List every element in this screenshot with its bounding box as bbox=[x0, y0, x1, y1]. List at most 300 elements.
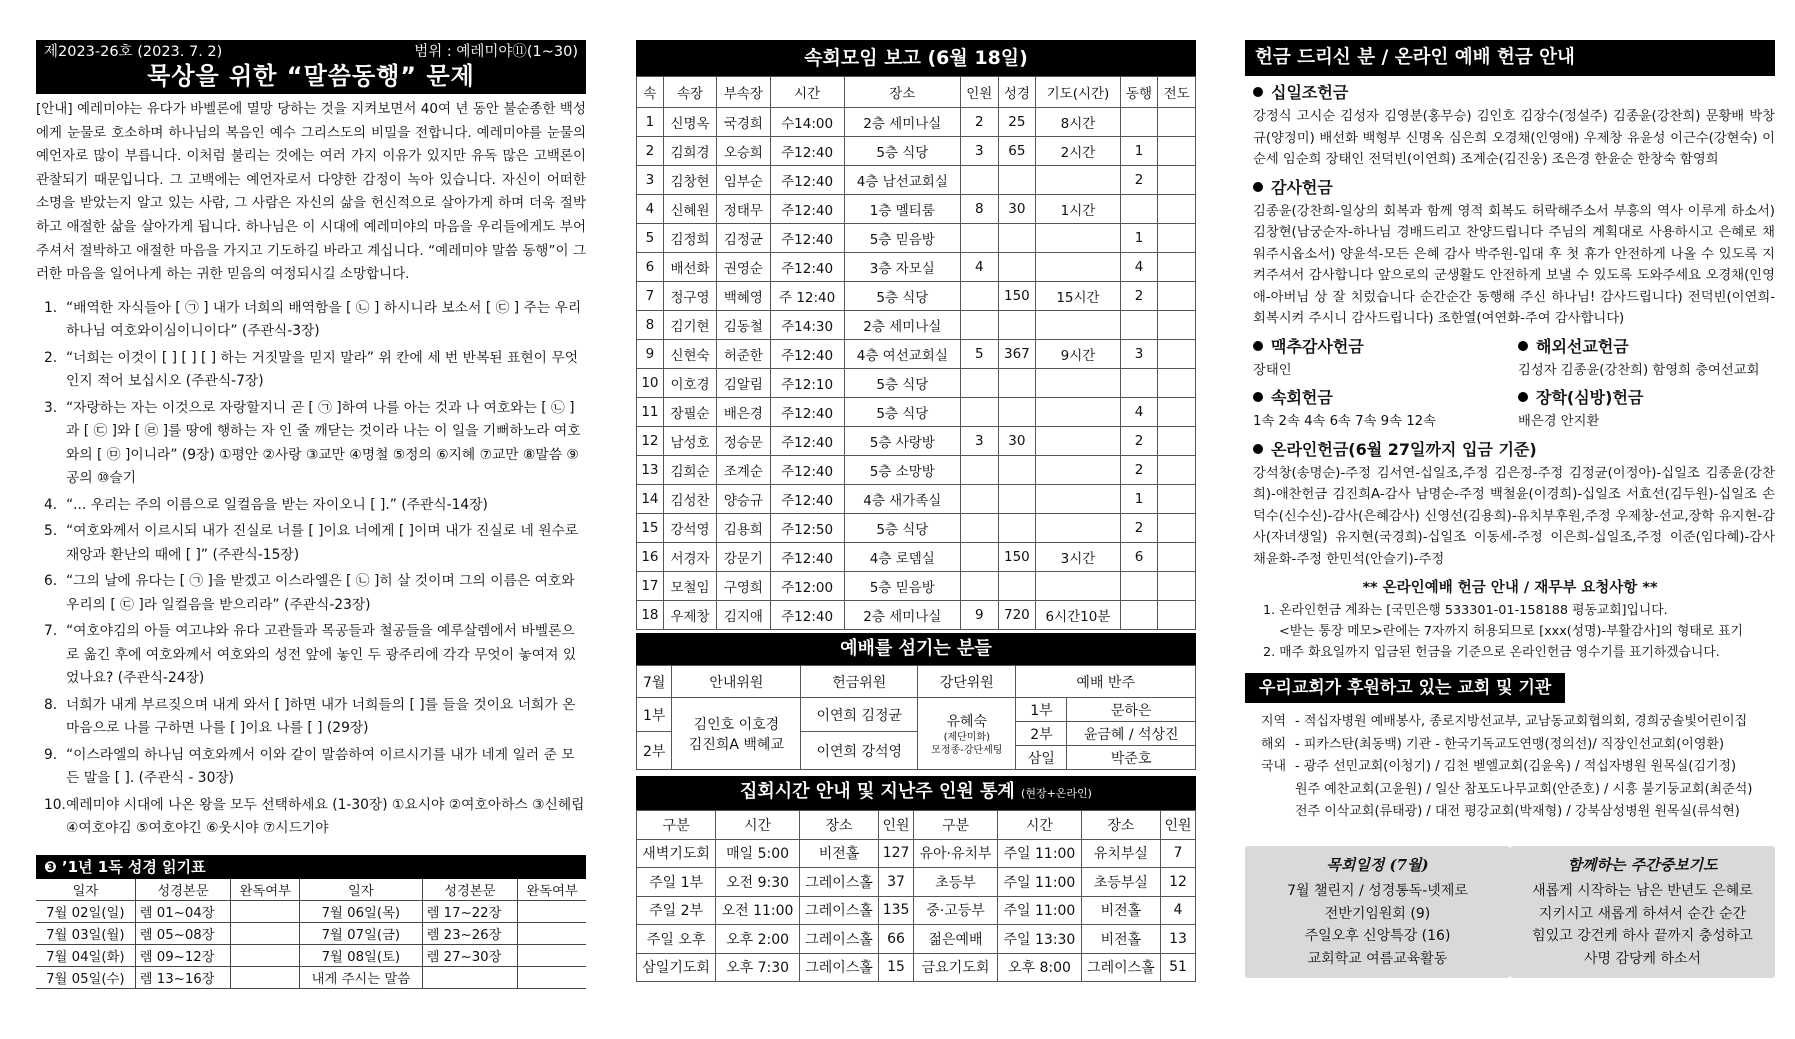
support-row bbox=[1261, 756, 1775, 779]
support-text: 전주 이삭교회(류태광) / 대전 평강교회(박재형) / 강북삼성병원 원목실(류석현) bbox=[1295, 804, 1740, 819]
meeting-cell: 김동철 bbox=[717, 311, 770, 340]
stats-header-cell: 시간 bbox=[716, 811, 800, 840]
meeting-cell bbox=[1120, 311, 1158, 340]
bullet-icon bbox=[1253, 182, 1263, 192]
meeting-cell: 15 bbox=[637, 514, 664, 543]
issue-number: 제2023-26호 (2023. 7. 2) bbox=[44, 44, 223, 60]
reading-cell: 7월 08일(토) bbox=[300, 944, 422, 966]
reading-header-cell: 성경본문 bbox=[135, 879, 231, 901]
reading-cell: 7월 03일(월) bbox=[36, 922, 135, 944]
meeting-cell: 3 bbox=[960, 137, 998, 166]
reading-cell: 렘 09~12장 bbox=[135, 944, 231, 966]
meeting-cell: 720 bbox=[998, 601, 1036, 630]
notice-1b: <받는 통장 메모>란에는 7자까지 허용되므로 [xxx(성명)-부활감사]의 형태로 표기 bbox=[1279, 624, 1743, 639]
meeting-cell: 주12:10 bbox=[770, 369, 844, 398]
music-name-3: 박준호 bbox=[1067, 746, 1196, 770]
meeting-cell bbox=[998, 311, 1036, 340]
meditation-column bbox=[36, 40, 586, 989]
meeting-cell: 2 bbox=[960, 108, 998, 137]
meeting-cell: 주14:30 bbox=[770, 311, 844, 340]
scholar-title: 장학(심방)헌금 bbox=[1536, 388, 1644, 407]
support-text: 원주 예찬교회(고윤원) / 일산 참포도나무교회(안준호) / 시흥 불기둥교회(최준석) bbox=[1295, 781, 1753, 797]
stats-header-cell: 인원 bbox=[879, 811, 914, 840]
meeting-cell: 조계순 bbox=[717, 456, 770, 485]
bullet-icon bbox=[1253, 341, 1263, 351]
reading-plan-title: ❸ ’1년 1독 성경 읽기표 bbox=[36, 855, 586, 879]
meeting-cell: 5층 식당 bbox=[844, 282, 960, 311]
meeting-cell bbox=[1158, 137, 1196, 166]
meeting-cell: 주12:40 bbox=[770, 543, 844, 572]
question-item bbox=[36, 794, 586, 841]
meeting-row bbox=[637, 601, 1196, 630]
meeting-cell: 2 bbox=[1120, 456, 1158, 485]
servers-offering-header: 헌금위원 bbox=[801, 666, 918, 698]
stats-cell: 주일 13:30 bbox=[998, 925, 1082, 954]
question-text: “배역한 자식들아 [ ㉠ ] 내가 너희의 배역함을 [ ㉡ ] 하시니라 보소서 [ ㉢ ] 주는 우리 하나님 여호와이심이니이다” (주관식-3장) bbox=[66, 299, 582, 340]
stats-cell: 127 bbox=[879, 839, 914, 868]
question-text: 예레미야 시대에 나온 왕을 모두 선택하세요 (1-30장) ①요시야 ②여호아하스 ③신헤립 ④여호야김 ⑤여호야긴 ⑥웃시야 ⑦시드기야 bbox=[66, 796, 585, 837]
question-number: 7. bbox=[44, 623, 58, 640]
altar-sub1: (제단미화) bbox=[943, 731, 991, 743]
stats-cell: 그레이스홀 bbox=[799, 953, 878, 982]
support-row bbox=[1261, 734, 1775, 757]
stats-cell: 중·고등부 bbox=[914, 896, 998, 925]
reading-cell: 렘 17~22장 bbox=[422, 900, 518, 922]
usher-names bbox=[672, 698, 801, 770]
question-text: “여호야김의 아들 여고냐와 유다 고관들과 목공들과 철공들을 예루살렘에서 바벨론으로 옮긴 후에 여호와께서 여호와의 성전 앞에 놓인 두 광주리에 각각 무엇이 놓여져 있었나요? (주관식-24장) bbox=[66, 623, 577, 687]
stats-row bbox=[637, 953, 1196, 982]
meeting-cell bbox=[960, 224, 998, 253]
meeting-cell: 6 bbox=[1120, 543, 1158, 572]
reading-cell: 내게 주시는 말씀 bbox=[300, 966, 422, 988]
meeting-cell: 김용희 bbox=[717, 514, 770, 543]
meeting-row bbox=[637, 427, 1196, 456]
stats-table bbox=[636, 810, 1196, 982]
reading-cell bbox=[518, 966, 586, 988]
music-label-2: 2부 bbox=[1016, 722, 1067, 746]
support-row bbox=[1261, 801, 1775, 824]
altar-name: 유혜숙 bbox=[946, 713, 988, 730]
question-number: 2. bbox=[44, 349, 58, 366]
meeting-cell: 주12:40 bbox=[770, 427, 844, 456]
meeting-cell bbox=[998, 456, 1036, 485]
servers-row2-label: 2부 bbox=[637, 732, 672, 770]
meeting-cell bbox=[1036, 514, 1121, 543]
bottom-boxes bbox=[1245, 846, 1775, 979]
meeting-cell: 1 bbox=[1120, 485, 1158, 514]
meeting-cell: 강석영 bbox=[663, 514, 716, 543]
online-text: 강석창(송명순)-주정 김서연-십일조,주정 김은정-주정 김정균(이정아)-십일조 김종윤(강찬희)-애찬헌금 김진희A-감사 남명순-주정 백철윤(이경희)-십일조 서효선(김두원)-십일조 손덕수(신수신)-감사(은혜감사) 신영선(김용희)-유치부후원,주정 우제창-선교,장학 유지현-감사(자녀생일) 유지현(국경희)-십일조 이동세-주정 이은희-십일조,주정 이준(임다혜)-감사 채윤화-주정 한민석(안슬기)-주정 bbox=[1253, 465, 1775, 567]
stats-cell: 오전 11:00 bbox=[716, 896, 800, 925]
meeting-cell: 주12:40 bbox=[770, 224, 844, 253]
meeting-cell: 2 bbox=[1120, 166, 1158, 195]
meeting-cell bbox=[998, 224, 1036, 253]
question-item bbox=[36, 694, 586, 741]
question-number: 8. bbox=[44, 696, 58, 713]
meeting-cell: 5층 식당 bbox=[844, 369, 960, 398]
meeting-cell bbox=[960, 398, 998, 427]
reading-cell bbox=[231, 922, 300, 944]
stats-cell: 오후 8:00 bbox=[998, 953, 1082, 982]
meeting-cell: 정태무 bbox=[717, 195, 770, 224]
question-number: 4. bbox=[44, 496, 58, 513]
meeting-cell: 주12:40 bbox=[770, 485, 844, 514]
meeting-cell: 5층 식당 bbox=[844, 398, 960, 427]
stats-cell: 젊은예배 bbox=[914, 925, 998, 954]
stats-cell: 51 bbox=[1160, 953, 1195, 982]
meeting-cell: 2층 세미나실 bbox=[844, 601, 960, 630]
meeting-cell bbox=[1036, 398, 1121, 427]
reading-cell: 렘 13~16장 bbox=[135, 966, 231, 988]
meeting-cell bbox=[1158, 282, 1196, 311]
meeting-cell: 30 bbox=[998, 427, 1036, 456]
thanks-title: 감사헌금 bbox=[1271, 177, 1333, 197]
meeting-cell: 4층 여선교회실 bbox=[844, 340, 960, 369]
thanks-heading bbox=[1245, 175, 1775, 201]
meeting-cell bbox=[1158, 543, 1196, 572]
meeting-row bbox=[637, 282, 1196, 311]
stats-cell: 66 bbox=[879, 925, 914, 954]
stats-cell: 금요기도회 bbox=[914, 953, 998, 982]
meeting-row bbox=[637, 398, 1196, 427]
reading-header-cell: 성경본문 bbox=[422, 879, 518, 901]
reading-header-cell: 완독여부 bbox=[518, 879, 586, 901]
offering-1: 이연희 김정균 bbox=[801, 698, 918, 732]
meeting-cell: 이호경 bbox=[663, 369, 716, 398]
prayer-line: 지키시고 새롭게 하셔서 순간 순간 bbox=[1538, 905, 1747, 922]
question-text: “너희는 이것이 [ ] [ ] [ ] 하는 거짓말을 믿지 말라” 위 칸에 세 번 반복된 표현이 무엇인지 적어 보십시오 (주관식-7장) bbox=[66, 349, 579, 390]
mission-heading bbox=[1510, 334, 1775, 360]
stats-cell: 주일 11:00 bbox=[998, 839, 1082, 868]
meeting-cell: 주12:40 bbox=[770, 137, 844, 166]
meeting-cell: 3 bbox=[1120, 340, 1158, 369]
reading-cell bbox=[231, 966, 300, 988]
bullet-icon bbox=[1518, 392, 1528, 402]
meeting-cell: 정구영 bbox=[663, 282, 716, 311]
meeting-cell: 권영순 bbox=[717, 253, 770, 282]
reading-cell bbox=[422, 966, 518, 988]
question-item bbox=[36, 494, 586, 518]
meeting-cell bbox=[960, 166, 998, 195]
reading-cell bbox=[518, 944, 586, 966]
reading-cell: 7월 05일(수) bbox=[36, 966, 135, 988]
scripture-range: 범위 : 예레미야⑪(1~30) bbox=[414, 44, 578, 60]
meeting-cell bbox=[1158, 195, 1196, 224]
stats-title-text: 집회시간 안내 및 지난주 인원 통계 bbox=[740, 781, 1015, 802]
stats-cell: 그레이스홀 bbox=[1081, 953, 1160, 982]
stats-cell: 오전 9:30 bbox=[716, 868, 800, 897]
support-label: 해외 bbox=[1261, 736, 1287, 752]
meeting-cell bbox=[1158, 601, 1196, 630]
meeting-cell: 10 bbox=[637, 369, 664, 398]
meeting-cell: 김알림 bbox=[717, 369, 770, 398]
meeting-cell: 1시간 bbox=[1036, 195, 1121, 224]
meeting-cell: 백혜영 bbox=[717, 282, 770, 311]
online-heading bbox=[1245, 437, 1775, 463]
reading-cell bbox=[231, 944, 300, 966]
meeting-cell: 2층 세미나실 bbox=[844, 311, 960, 340]
music-name-1: 문하은 bbox=[1067, 698, 1196, 722]
reading-cell bbox=[231, 900, 300, 922]
meeting-cell: 2시간 bbox=[1036, 137, 1121, 166]
reading-cell: 7월 02일(일) bbox=[36, 900, 135, 922]
support-row bbox=[1261, 779, 1775, 802]
meeting-cell bbox=[960, 572, 998, 601]
stats-row bbox=[637, 839, 1196, 868]
wheat-title: 맥추감사헌금 bbox=[1271, 336, 1364, 356]
meeting-cell: 3 bbox=[960, 427, 998, 456]
meeting-header-cell: 전도 bbox=[1158, 77, 1196, 108]
meeting-cell bbox=[1158, 485, 1196, 514]
meeting-cell: 배선화 bbox=[663, 253, 716, 282]
servers-month-header: 7월 bbox=[637, 666, 672, 698]
meeting-cell: 주12:00 bbox=[770, 572, 844, 601]
meeting-cell bbox=[1158, 398, 1196, 427]
meeting-cell: 신혜원 bbox=[663, 195, 716, 224]
meeting-cell: 주12:40 bbox=[770, 340, 844, 369]
support-list bbox=[1245, 711, 1775, 824]
meeting-cell bbox=[1036, 456, 1121, 485]
meeting-cell: 허준한 bbox=[717, 340, 770, 369]
stats-cell: 12 bbox=[1160, 868, 1195, 897]
meeting-cell: 오승희 bbox=[717, 137, 770, 166]
meeting-cell bbox=[1158, 427, 1196, 456]
support-text: - 광주 선민교회(이청기) / 김천 벧엘교회(김윤옥) / 적십자병원 원목실(김기정) bbox=[1295, 759, 1737, 774]
meeting-cell: 4 bbox=[1120, 253, 1158, 282]
meeting-cell: 150 bbox=[998, 282, 1036, 311]
meeting-cell bbox=[1120, 195, 1158, 224]
meeting-cell bbox=[1158, 224, 1196, 253]
meeting-cell: 18 bbox=[637, 601, 664, 630]
meeting-cell: 150 bbox=[998, 543, 1036, 572]
meeting-cell: 4층 로뎀실 bbox=[844, 543, 960, 572]
schedule-box bbox=[1245, 846, 1510, 979]
offering-2: 이연희 강석영 bbox=[801, 732, 918, 770]
stats-row bbox=[637, 868, 1196, 897]
prayer-line: 힘있고 강건케 하사 끝까지 충성하고 bbox=[1532, 928, 1753, 944]
stats-cell: 주일 오후 bbox=[637, 925, 716, 954]
meeting-cell: 구영희 bbox=[717, 572, 770, 601]
meeting-cell: 16 bbox=[637, 543, 664, 572]
meeting-report-table bbox=[636, 76, 1196, 630]
usher-2: 김진희A 백혜교 bbox=[688, 736, 784, 753]
support-label: 지역 bbox=[1261, 714, 1287, 729]
servers-table bbox=[636, 665, 1196, 770]
meeting-cell: 13 bbox=[637, 456, 664, 485]
scholar-heading bbox=[1510, 385, 1775, 411]
meeting-cell bbox=[1036, 253, 1121, 282]
meeting-cell: 9시간 bbox=[1036, 340, 1121, 369]
meeting-cell: 2 bbox=[1120, 282, 1158, 311]
meeting-cell: 17 bbox=[637, 572, 664, 601]
wheat-heading bbox=[1245, 334, 1510, 360]
reading-row bbox=[36, 944, 586, 966]
stats-header-cell: 구분 bbox=[914, 811, 998, 840]
tithe-heading bbox=[1245, 80, 1775, 106]
stats-cell: 37 bbox=[879, 868, 914, 897]
meeting-cell bbox=[1158, 369, 1196, 398]
stats-cell: 주일 11:00 bbox=[998, 868, 1082, 897]
tithe-names: 강정식 고시순 김성자 김영분(홍무승) 김인호 김장수(정설주) 김종윤(강찬희) 문황배 박창규(양정미) 배선화 백형부 신명옥 심은희 오경채(인영애) 우제창 유윤성 이근수(강현숙) 이순세 임순희 장태인 전덕빈(이연희) 조계순(김진웅) 조은경 한윤순 한창숙 함영희 bbox=[1253, 109, 1775, 167]
meeting-cell bbox=[998, 485, 1036, 514]
meeting-cell: 9 bbox=[960, 601, 998, 630]
reading-row bbox=[36, 966, 586, 988]
meeting-cell bbox=[1158, 514, 1196, 543]
meeting-header-cell: 동행 bbox=[1120, 77, 1158, 108]
meeting-cell: 5층 믿음방 bbox=[844, 572, 960, 601]
servers-row1-label: 1부 bbox=[637, 698, 672, 732]
meeting-cell bbox=[1036, 311, 1121, 340]
mission-title: 해외선교헌금 bbox=[1536, 336, 1629, 356]
meeting-cell bbox=[960, 514, 998, 543]
meeting-cell bbox=[1158, 311, 1196, 340]
reading-cell: 렘 23~26장 bbox=[422, 922, 518, 944]
music-label-3: 삼일 bbox=[1016, 746, 1067, 770]
meeting-cell: 서경자 bbox=[663, 543, 716, 572]
meeting-cell: 3 bbox=[637, 166, 664, 195]
meeting-cell: 김성찬 bbox=[663, 485, 716, 514]
stats-cell: 그레이스홀 bbox=[799, 925, 878, 954]
meeting-cell: 주12:40 bbox=[770, 195, 844, 224]
meeting-cell: 배은경 bbox=[717, 398, 770, 427]
schedule-line: 전반기임원회 (9) bbox=[1324, 905, 1431, 922]
meeting-cell: 1 bbox=[1120, 137, 1158, 166]
stats-cell: 그레이스홀 bbox=[799, 868, 878, 897]
meeting-cell bbox=[960, 369, 998, 398]
stats-cell: 그레이스홀 bbox=[799, 896, 878, 925]
stats-cell: 15 bbox=[879, 953, 914, 982]
intro-paragraph: [안내] 예레미야는 유다가 바벨론에 멸망 당하는 것을 지켜보면서 40여 년 동안 불순종한 백성에게 눈물로 호소하며 하나님의 복음인 예수 그리스도의 비밀을 전합니다. 예레미야를 눈물의 예언자로 많이 부릅니다. 이처럼 불리는 것에는 여러 가지 이유가 있지만 유독 많은 고백론이 관찰되기 때문입니다. 그 고백에는 예언자로서 다양한 감정이 녹아 있습니다. 자신이 어떠한 소명을 받았는지 알고 있는 사람, 그 사람은 자신의 삶을 헌신적으로 살아가게 하며 더욱 절박하고 애절한 삶을 살아가게 됩니다. 하나님은 이 시대에 예레미야의 마음을 우리들에게도 부어주셔서 절박하고 애절한 마음을 가지고 기도하길 바라고 계십니다. “예레미야 말씀 동행”이 그러한 마음을 일어나게 하는 귀한 믿음의 여정되시길 소망합니다. bbox=[36, 101, 586, 283]
meeting-cell: 5 bbox=[960, 340, 998, 369]
meeting-cell bbox=[1158, 108, 1196, 137]
meeting-header-cell: 장소 bbox=[844, 77, 960, 108]
reading-header-cell: 일자 bbox=[36, 879, 135, 901]
stats-cell: 오후 7:30 bbox=[716, 953, 800, 982]
stats-cell: 주일 1부 bbox=[637, 868, 716, 897]
bullet-icon bbox=[1253, 392, 1263, 402]
stats-cell: 새벽기도회 bbox=[637, 839, 716, 868]
cell-names: 1속 2속 4속 6속 7속 9속 12속 bbox=[1253, 414, 1436, 429]
question-item bbox=[36, 570, 586, 617]
stats-header-cell: 장소 bbox=[1081, 811, 1160, 840]
meeting-cell bbox=[998, 398, 1036, 427]
meditation-title: 묵상을 위한 “말씀동행” 문제 bbox=[147, 62, 475, 90]
reading-cell: 7월 04일(화) bbox=[36, 944, 135, 966]
meeting-cell bbox=[998, 166, 1036, 195]
stats-cell: 13 bbox=[1160, 925, 1195, 954]
meeting-cell bbox=[960, 456, 998, 485]
music-label-1: 1부 bbox=[1016, 698, 1067, 722]
question-text: “그의 날에 유다는 [ ㉠ ]을 받겠고 이스라엘은 [ ㉡ ]히 살 것이며 그의 이름은 여호와 우리의 [ ㉢ ]라 일컬음을 받으리라” (주관식-23장) bbox=[66, 573, 575, 613]
meeting-cell: 5층 믿음방 bbox=[844, 224, 960, 253]
question-number: 10. bbox=[44, 796, 66, 813]
stats-cell: 유아·유치부 bbox=[914, 839, 998, 868]
meeting-cell: 367 bbox=[998, 340, 1036, 369]
meeting-header-cell: 부속장 bbox=[717, 77, 770, 108]
meeting-cell: 양승규 bbox=[717, 485, 770, 514]
meeting-cell: 주12:40 bbox=[770, 166, 844, 195]
meeting-cell: 5층 식당 bbox=[844, 514, 960, 543]
bullet-icon bbox=[1518, 341, 1528, 351]
meeting-cell: 김희경 bbox=[663, 137, 716, 166]
meeting-cell: 15시간 bbox=[1036, 282, 1121, 311]
meeting-cell: 모철임 bbox=[663, 572, 716, 601]
mission-names: 김성자 김종윤(강찬희) 함영희 충여선교회 bbox=[1518, 362, 1760, 378]
meeting-cell: 주12:40 bbox=[770, 601, 844, 630]
meeting-cell bbox=[960, 282, 998, 311]
meeting-cell: 1 bbox=[637, 108, 664, 137]
meeting-cell: 국경희 bbox=[717, 108, 770, 137]
meeting-cell: 8시간 bbox=[1036, 108, 1121, 137]
scholar-names: 배은경 안지환 bbox=[1518, 414, 1600, 429]
question-number: 9. bbox=[44, 746, 58, 763]
question-item bbox=[36, 297, 586, 344]
meeting-cell bbox=[1036, 166, 1121, 195]
servers-title: 예배를 섬기는 분들 bbox=[636, 633, 1196, 665]
meeting-cell bbox=[960, 485, 998, 514]
meeting-row bbox=[637, 572, 1196, 601]
meeting-cell: 수14:00 bbox=[770, 108, 844, 137]
stats-cell: 7 bbox=[1160, 839, 1195, 868]
meeting-cell bbox=[1158, 340, 1196, 369]
meeting-row bbox=[637, 253, 1196, 282]
stats-cell: 매일 5:00 bbox=[716, 839, 800, 868]
reading-cell: 렘 01~04장 bbox=[135, 900, 231, 922]
meeting-cell bbox=[960, 543, 998, 572]
meeting-row bbox=[637, 166, 1196, 195]
bullet-icon bbox=[1253, 87, 1263, 97]
tithe-title: 십일조헌금 bbox=[1271, 83, 1349, 102]
meeting-cell bbox=[1036, 485, 1121, 514]
question-item bbox=[36, 744, 586, 791]
meeting-cell: 6 bbox=[637, 253, 664, 282]
cell-title: 속회헌금 bbox=[1271, 388, 1333, 407]
bullet-icon bbox=[1253, 444, 1263, 454]
question-item bbox=[36, 397, 586, 491]
meeting-cell: 8 bbox=[637, 311, 664, 340]
meeting-row bbox=[637, 108, 1196, 137]
meeting-cell bbox=[960, 311, 998, 340]
meeting-cell: 4층 새가족실 bbox=[844, 485, 960, 514]
online-title: 온라인헌금(6월 27일까지 입금 기준) bbox=[1271, 439, 1537, 459]
meeting-row bbox=[637, 311, 1196, 340]
question-text: “... 우리는 주의 이름으로 일컬음을 받는 자이오니 [ ].” (주관식-14장) bbox=[66, 496, 488, 513]
meeting-cell: 김기현 bbox=[663, 311, 716, 340]
meeting-cell: 65 bbox=[998, 137, 1036, 166]
reading-cell: 7월 06일(목) bbox=[300, 900, 422, 922]
support-title: 우리교회가 후원하고 있는 교회 및 기관 bbox=[1245, 673, 1565, 703]
meeting-cell: 2 bbox=[637, 137, 664, 166]
schedule-line: 7월 챌린지 / 성경통독-넷제로 bbox=[1287, 883, 1468, 899]
meeting-cell: 6시간10분 bbox=[1036, 601, 1121, 630]
meeting-cell: 4 bbox=[637, 195, 664, 224]
meeting-row bbox=[637, 224, 1196, 253]
stats-row bbox=[637, 925, 1196, 954]
meeting-cell: 우제창 bbox=[663, 601, 716, 630]
reading-cell: 7월 07일(금) bbox=[300, 922, 422, 944]
meeting-cell: 30 bbox=[998, 195, 1036, 224]
prayer-box bbox=[1510, 846, 1775, 979]
meditation-header bbox=[36, 40, 586, 94]
stats-header-cell: 구분 bbox=[637, 811, 716, 840]
notice-title: ** 온라인예배 헌금 안내 / 재무부 요청사항 ** bbox=[1362, 580, 1658, 596]
meeting-cell bbox=[1120, 572, 1158, 601]
question-item bbox=[36, 620, 586, 691]
meeting-header-cell: 인원 bbox=[960, 77, 998, 108]
stats-row bbox=[637, 896, 1196, 925]
meeting-cell bbox=[998, 572, 1036, 601]
meeting-cell bbox=[998, 369, 1036, 398]
